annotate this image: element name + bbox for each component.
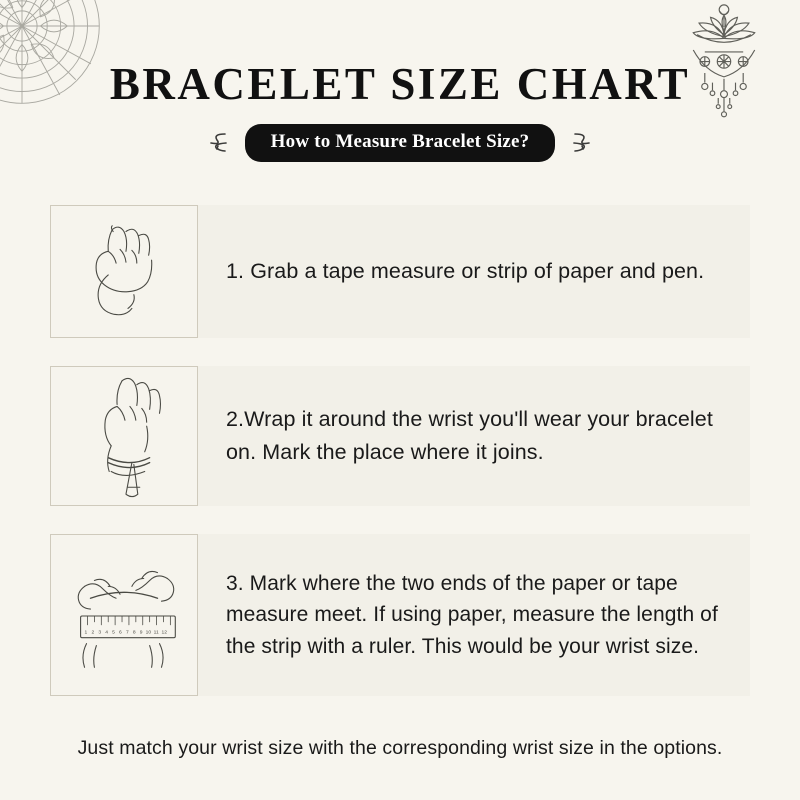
footer-note: Just match your wrist size with the corresponding wrist size in the options. <box>77 737 723 759</box>
svg-text:3: 3 <box>98 630 102 636</box>
svg-text:5: 5 <box>112 630 115 636</box>
svg-text:10: 10 <box>145 630 152 636</box>
step-item <box>50 534 750 696</box>
svg-text:6: 6 <box>119 630 122 636</box>
svg-text:4: 4 <box>105 630 109 636</box>
hand-with-tape-measure-illustration <box>50 205 198 338</box>
subtitle-row <box>0 124 800 162</box>
svg-text:9: 9 <box>139 630 143 636</box>
svg-text:12: 12 <box>161 630 167 636</box>
steps-list <box>0 205 800 724</box>
step-text: 1. Grab a tape measure or strip of paper and pen. <box>226 259 705 284</box>
measuring-paper-strip-with-ruler-illustration <box>50 534 198 696</box>
swirl-flourish-icon <box>569 130 595 156</box>
svg-text:2: 2 <box>91 630 95 636</box>
svg-text:7: 7 <box>125 630 129 636</box>
swirl-flourish-icon <box>205 130 231 156</box>
step-item <box>50 366 750 506</box>
step-text: 3. Mark where the two ends of the paper or tape measure meet. If using paper, measure the length of the strip with a ruler. This would be your wrist size. <box>226 571 718 658</box>
hand-wrapping-tape-around-wrist-illustration <box>50 366 198 506</box>
step-item <box>50 205 750 338</box>
svg-text:8: 8 <box>132 630 136 636</box>
svg-text:1: 1 <box>84 630 88 636</box>
svg-text:11: 11 <box>153 630 159 636</box>
subtitle-badge: How to Measure Bracelet Size? <box>245 124 556 162</box>
page-title: BRACELET SIZE CHART <box>109 59 691 109</box>
step-text: 2.Wrap it around the wrist you'll wear your bracelet on. Mark the place where it joins. <box>226 407 713 464</box>
